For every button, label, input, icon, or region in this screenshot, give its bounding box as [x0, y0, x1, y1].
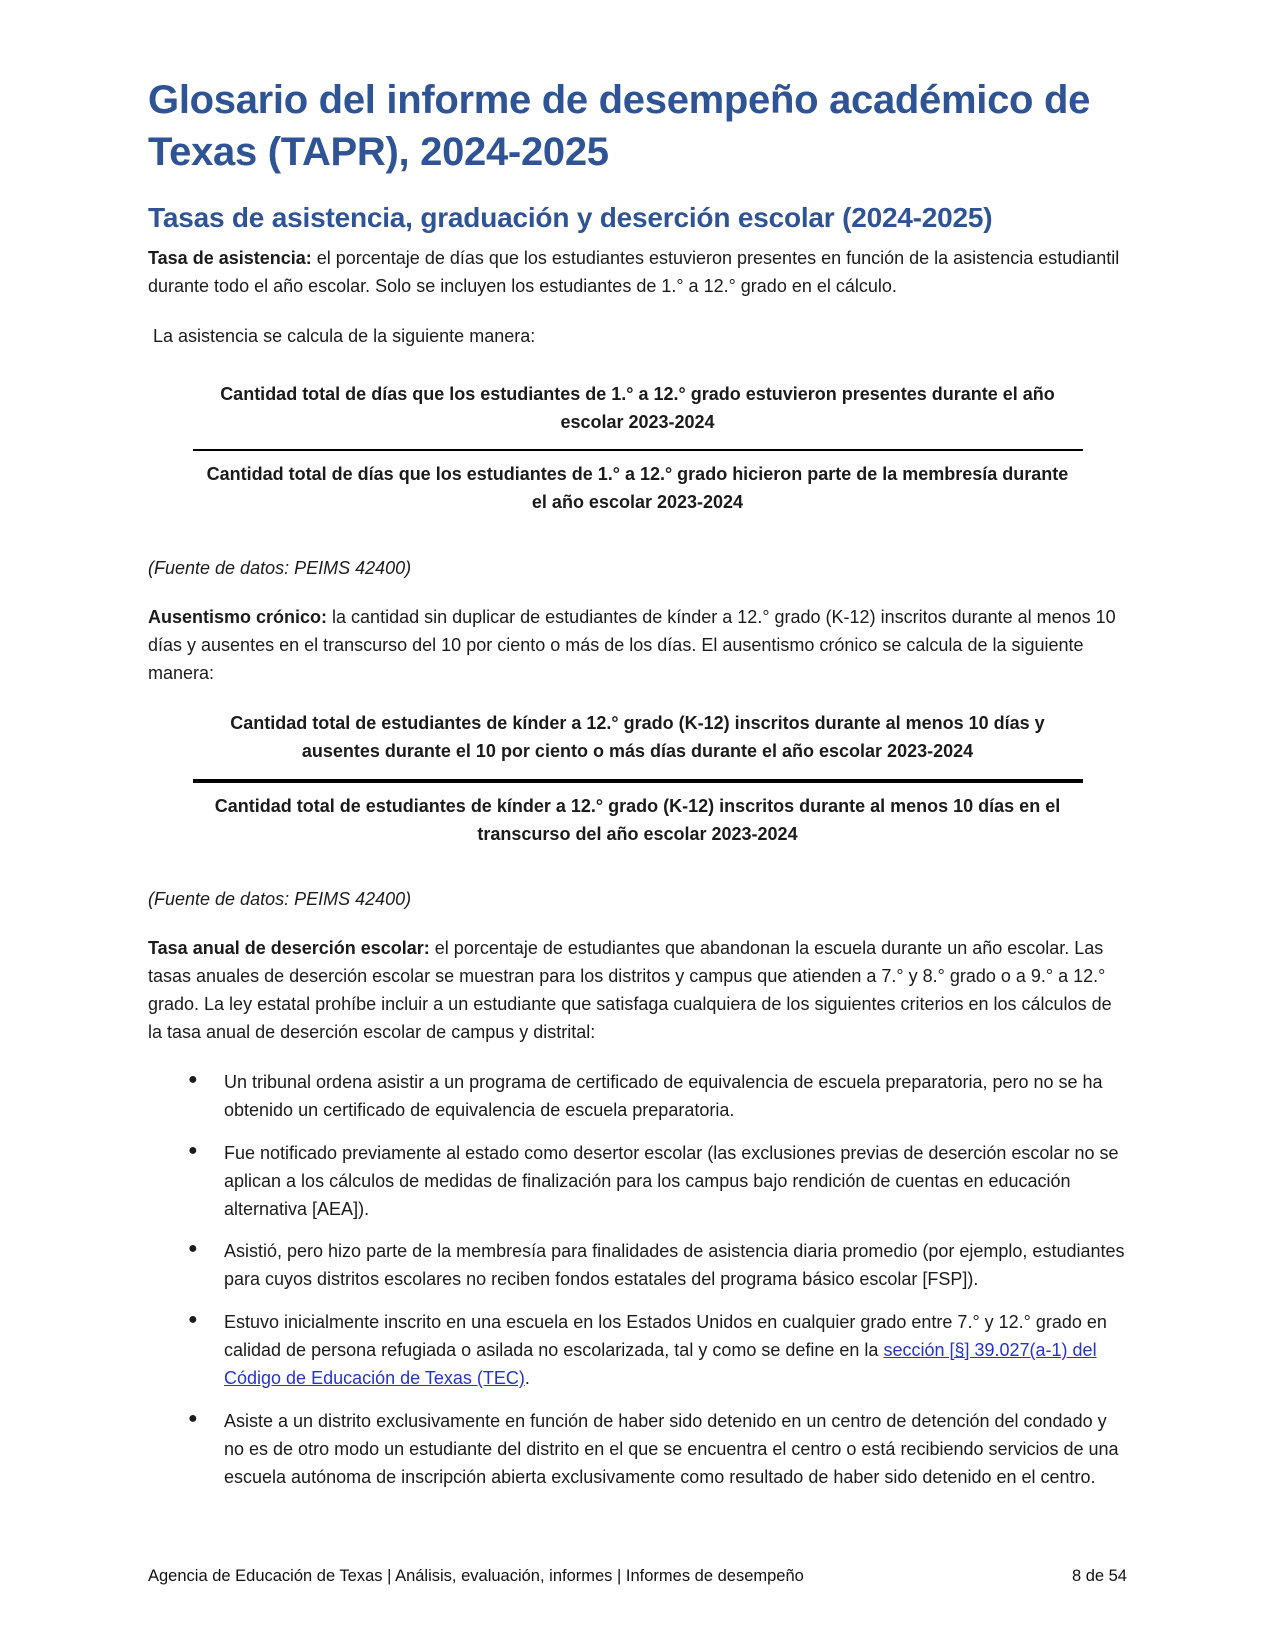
- section-heading: Tasas de asistencia, graduación y deserción escolar (2024-2025): [148, 202, 993, 233]
- list-item-text: Asistió, pero hizo parte de la membresía para finalidades de asistencia diaria promedio (por ejemplo, estudiantes para cuyos distritos escolares no reciben fondos estatales del programa básico escolar [FSP]).: [224, 1241, 1125, 1290]
- list-item: [148, 1238, 1127, 1294]
- page-title: Glosario del informe de desempeño académico de Texas (TAPR), 2024-2025: [148, 78, 1091, 174]
- list-item: [148, 1140, 1127, 1224]
- dropout-rate-text: el porcentaje de estudiantes que abandonan la escuela durante un año escolar. Las tasas anuales de deserción escolar se muestran para los distritos y campus que atienden a 7.° y 8.° grado o a 9.° a 12.° grado. La ley estatal prohíbe incluir a un estudiante que satisfaga cualquiera de los siguientes criterios en los cálculos de la tasa anual de deserción escolar de campus y distrital:: [148, 938, 1112, 1043]
- fraction-line: [193, 779, 1083, 783]
- attendance-definition-text: el porcentaje de días que los estudiantes estuvieron presentes en función de la asistencia estudiantil durante todo el año escolar. Solo se incluyen los estudiantes de 1.° a 12.° grado en el cálculo.: [148, 248, 1120, 296]
- chronic-absenteeism-definition: [148, 604, 1127, 688]
- footer-agency-text: Agencia de Educación de Texas | Análisis, evaluación, informes | Informes de desempeño: [148, 1567, 804, 1585]
- formula-numerator: Cantidad total de estudiantes de kínder a 12.° grado (K-12) inscritos durante al menos 10 días y ausentes durante el 10 por ciento o más días durante el año escolar 2023-2024: [230, 712, 1045, 761]
- bullet-icon: ●: [188, 1409, 198, 1427]
- list-item: [148, 1069, 1127, 1125]
- attendance-rate-formula: [148, 381, 1127, 518]
- footer-page-number: 8 de 54: [1071, 1567, 1127, 1585]
- chronic-absenteeism-text: la cantidad sin duplicar de estudiantes de kínder a 12.° grado (K-12) inscritos durante al menos 10 días y ausentes en el transcurso del 10 por ciento o más de los días. El ausentismo crónico se calcula de la siguiente manera:: [148, 607, 1116, 684]
- formula-numerator: Cantidad total de días que los estudiantes de 1.° a 12.° grado estuvieron presentes durante el año escolar 2023-2024: [220, 383, 1055, 432]
- fraction-line: [193, 449, 1083, 451]
- attendance-calc-intro: La asistencia se calcula de la siguiente manera:: [153, 325, 536, 346]
- formula-denominator: Cantidad total de estudiantes de kínder a 12.° grado (K-12) inscritos durante al menos 10 días en el transcurso del año escolar 2023-2024: [214, 795, 1061, 844]
- list-item-text: [224, 1312, 1107, 1388]
- dropout-rate-definition: [148, 935, 1127, 1047]
- chronic-absenteeism-term: Ausentismo crónico:: [148, 607, 328, 628]
- list-item-text: Asiste a un distrito exclusivamente en función de haber sido detenido en un centro de detención del condado y no es de otro modo un estudiante del distrito en el que se encuentra el centro o está recibiendo servicios de una escuela autónoma de inscripción abierta exclusivamente como resultado de haber sido detenido en el centro.: [224, 1410, 1119, 1487]
- bullet-icon: ●: [188, 1311, 198, 1329]
- data-source-note: (Fuente de datos: PEIMS 42400): [148, 889, 412, 910]
- list-item-text: Fue notificado previamente al estado como desertor escolar (las exclusiones previas de deserción escolar no se aplican a los cálculos de medidas de finalización para los campus bajo rendición de cuentas en educación alternativa [AEA]).: [224, 1142, 1119, 1219]
- list-item-text: Un tribunal ordena asistir a un programa de certificado de equivalencia de escuela preparatoria, pero no se ha obtenido un certificado de equivalencia de escuela preparatoria.: [224, 1072, 1103, 1120]
- list-item: [148, 1309, 1127, 1393]
- bullet-icon: ●: [188, 1071, 198, 1089]
- list-item-text-after-link: .: [524, 1368, 530, 1389]
- dropout-exclusion-list: [148, 1069, 1127, 1492]
- page-footer: [148, 1567, 1127, 1586]
- data-source-note: (Fuente de datos: PEIMS 42400): [148, 558, 412, 579]
- tec-section-link[interactable]: sección [§] 39.027(a-1) del Código de Educación de Texas (TEC): [224, 1340, 1097, 1389]
- dropout-rate-term: Tasa anual de deserción escolar:: [148, 938, 430, 959]
- chronic-absenteeism-formula: [148, 710, 1127, 849]
- attendance-term: Tasa de asistencia:: [148, 248, 312, 268]
- list-item: [148, 1408, 1127, 1492]
- attendance-definition: [148, 245, 1127, 301]
- formula-denominator: Cantidad total de días que los estudiantes de 1.° a 12.° grado hicieron parte de la membresía durante el año escolar 2023-2024: [206, 464, 1069, 513]
- bullet-icon: ●: [188, 1141, 198, 1159]
- list-item-text-before-link: Estuvo inicialmente inscrito en una escuela en los Estados Unidos en cualquier grado entre 7.° y 12.° grado en calidad de persona refugiada o asilada no escolarizada, tal y como se define en la: [224, 1312, 1107, 1361]
- bullet-icon: ●: [188, 1240, 198, 1258]
